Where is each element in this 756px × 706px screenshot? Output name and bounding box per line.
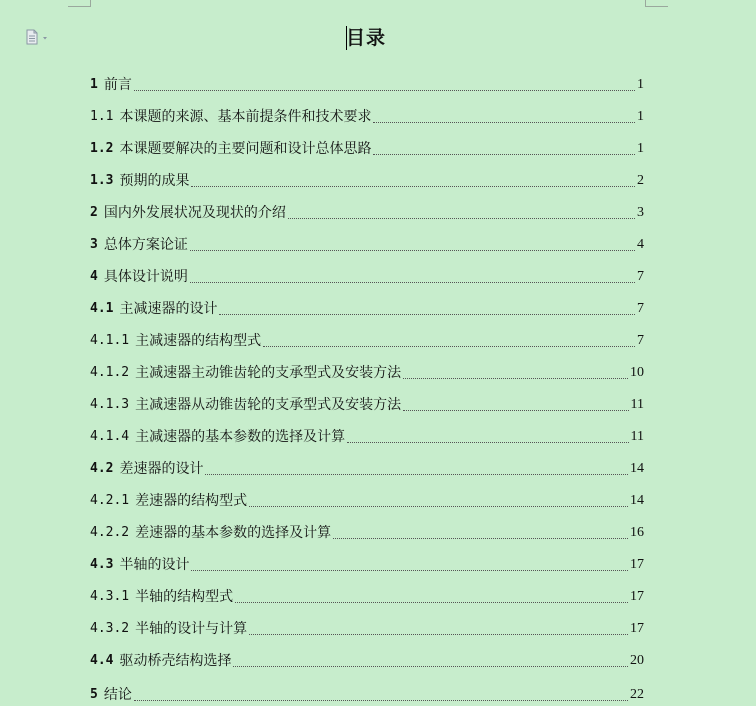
toc-entry[interactable] [90, 352, 644, 384]
toc-entry[interactable] [90, 512, 644, 544]
toc-entry-number: 1.1 [90, 109, 114, 124]
toc-entry-page-number: 1 [637, 109, 644, 124]
toc-entry[interactable] [90, 544, 644, 576]
toc-leader-dots [233, 666, 628, 667]
toc-entry-page-number: 20 [630, 653, 644, 668]
toc-entry-label: 具体设计说明 [103, 269, 188, 285]
toc-leader-dots [403, 410, 628, 411]
toc-entry-page-number: 3 [637, 205, 644, 220]
toc-leader-dots [333, 538, 628, 539]
toc-entry-number: 1 [90, 77, 98, 92]
toc-entry-label: 主减速器的设计 [119, 301, 218, 317]
toc-entry-page-number: 4 [637, 237, 644, 252]
toc-entry-number: 4 [90, 269, 98, 284]
toc-entry-label: 主减速器从动锥齿轮的支承型式及安装方法 [135, 397, 402, 413]
toc-entry-page-number: 17 [630, 557, 644, 572]
toc-entry-page-number: 10 [630, 365, 644, 380]
toc-entry[interactable] [90, 256, 644, 288]
toc-entry[interactable] [90, 608, 644, 640]
toc-entry-label: 差速器的基本参数的选择及计算 [135, 525, 332, 541]
toc-entry-label: 总体方案论证 [103, 237, 188, 253]
toc-entry-number: 4.1.4 [90, 429, 130, 444]
crop-mark-top-left [68, 0, 91, 7]
toc-entry-number: 5 [90, 687, 98, 702]
toc-entry-page-number: 7 [637, 301, 644, 316]
toc-leader-dots [134, 90, 635, 91]
toc-entry-number: 4.2 [90, 461, 114, 476]
toc-entry-number: 2 [90, 205, 98, 220]
toc-entry-page-number: 14 [630, 461, 644, 476]
toc-entry-label: 主减速器的基本参数的选择及计算 [135, 429, 346, 445]
toc-leader-dots [373, 154, 635, 155]
toc-entry-label: 前言 [103, 77, 132, 93]
toc-leader-dots [205, 474, 628, 475]
toc-entry[interactable] [90, 480, 644, 512]
toc-entry[interactable] [90, 192, 644, 224]
toc-entry-page-number: 1 [637, 77, 644, 92]
toc-entry[interactable] [90, 288, 644, 320]
toc-entry-label: 半轴的设计与计算 [135, 621, 248, 637]
toc-entry-number: 4.3.1 [90, 589, 130, 604]
toc-entry[interactable] [90, 224, 644, 256]
toc-entry-number: 4.1 [90, 301, 114, 316]
toc-entry-page-number: 11 [630, 429, 644, 444]
toc-entry-label: 驱动桥壳结构选择 [119, 653, 232, 669]
toc-entry[interactable] [90, 672, 644, 706]
toc-entry-number: 4.2.2 [90, 525, 130, 540]
toc-entry-label: 差速器的结构型式 [135, 493, 248, 509]
toc-entry-label: 结论 [103, 687, 132, 703]
toc-entry-label: 主减速器的结构型式 [135, 333, 262, 349]
toc-entry-label: 本课题的来源、基本前提条件和技术要求 [119, 109, 372, 125]
toc-entry-number: 4.1.1 [90, 333, 130, 348]
toc-leader-dots [191, 186, 635, 187]
toc-entry-label: 主减速器主动锥齿轮的支承型式及安装方法 [135, 365, 402, 381]
toc-entry-page-number: 14 [630, 493, 644, 508]
toc-leader-dots [347, 442, 628, 443]
toc-leader-dots [288, 218, 635, 219]
toc-entry-page-number: 2 [637, 173, 644, 188]
toc-entry-label: 半轴的结构型式 [135, 589, 234, 605]
toc-entry-number: 3 [90, 237, 98, 252]
toc-leader-dots [235, 602, 628, 603]
toc-entry-number: 4.1.2 [90, 365, 130, 380]
toc-entry-label: 国内外发展状况及现状的介绍 [103, 205, 286, 221]
toc-leader-dots [263, 346, 635, 347]
toc-entry[interactable] [90, 448, 644, 480]
toc-entry-label: 半轴的设计 [119, 557, 190, 573]
toc-leader-dots [403, 378, 628, 379]
toc-entry[interactable] [90, 96, 644, 128]
toc-entry-page-number: 22 [630, 687, 644, 702]
toc-leader-dots [373, 122, 635, 123]
toc-entry[interactable] [90, 160, 644, 192]
toc-entry-page-number: 1 [637, 141, 644, 156]
toc-entry[interactable] [90, 640, 644, 672]
toc-entry-label: 差速器的设计 [119, 461, 204, 477]
page-title: 目录 [346, 27, 387, 49]
toc-entry-page-number: 16 [630, 525, 644, 540]
toc-entry[interactable] [90, 128, 644, 160]
crop-mark-top-right [645, 0, 668, 7]
toc-leader-dots [134, 700, 628, 701]
toc-leader-dots [249, 634, 628, 635]
toc-leader-dots [219, 314, 635, 315]
toc-leader-dots [190, 282, 635, 283]
toc-entry-number: 1.3 [90, 173, 114, 188]
toc-entry-number: 4.1.3 [90, 397, 130, 412]
toc-entry[interactable] [90, 320, 644, 352]
toc-entry-page-number: 11 [630, 397, 644, 412]
toc-leader-dots [190, 250, 635, 251]
document-icon[interactable] [26, 29, 50, 45]
toc-entry-page-number: 17 [630, 589, 644, 604]
toc-entry[interactable] [90, 416, 644, 448]
toc-leader-dots [191, 570, 628, 571]
toc-entry-number: 4.3.2 [90, 621, 130, 636]
toc-entry-page-number: 7 [637, 333, 644, 348]
toc-entry[interactable] [90, 384, 644, 416]
toc-entry-number: 1.2 [90, 141, 114, 156]
toc-entry-number: 4.4 [90, 653, 114, 668]
toc-leader-dots [249, 506, 628, 507]
toc-entry-number: 4.2.1 [90, 493, 130, 508]
toc-entry[interactable] [90, 576, 644, 608]
toc-entry-number: 4.3 [90, 557, 114, 572]
toc-entry[interactable] [90, 64, 644, 96]
toc-entry-label: 本课题要解决的主要问题和设计总体思路 [119, 141, 372, 157]
toc-entry-label: 预期的成果 [119, 173, 190, 189]
table-of-contents [90, 64, 644, 706]
toc-entry-page-number: 7 [637, 269, 644, 284]
toc-entry-page-number: 17 [630, 621, 644, 636]
